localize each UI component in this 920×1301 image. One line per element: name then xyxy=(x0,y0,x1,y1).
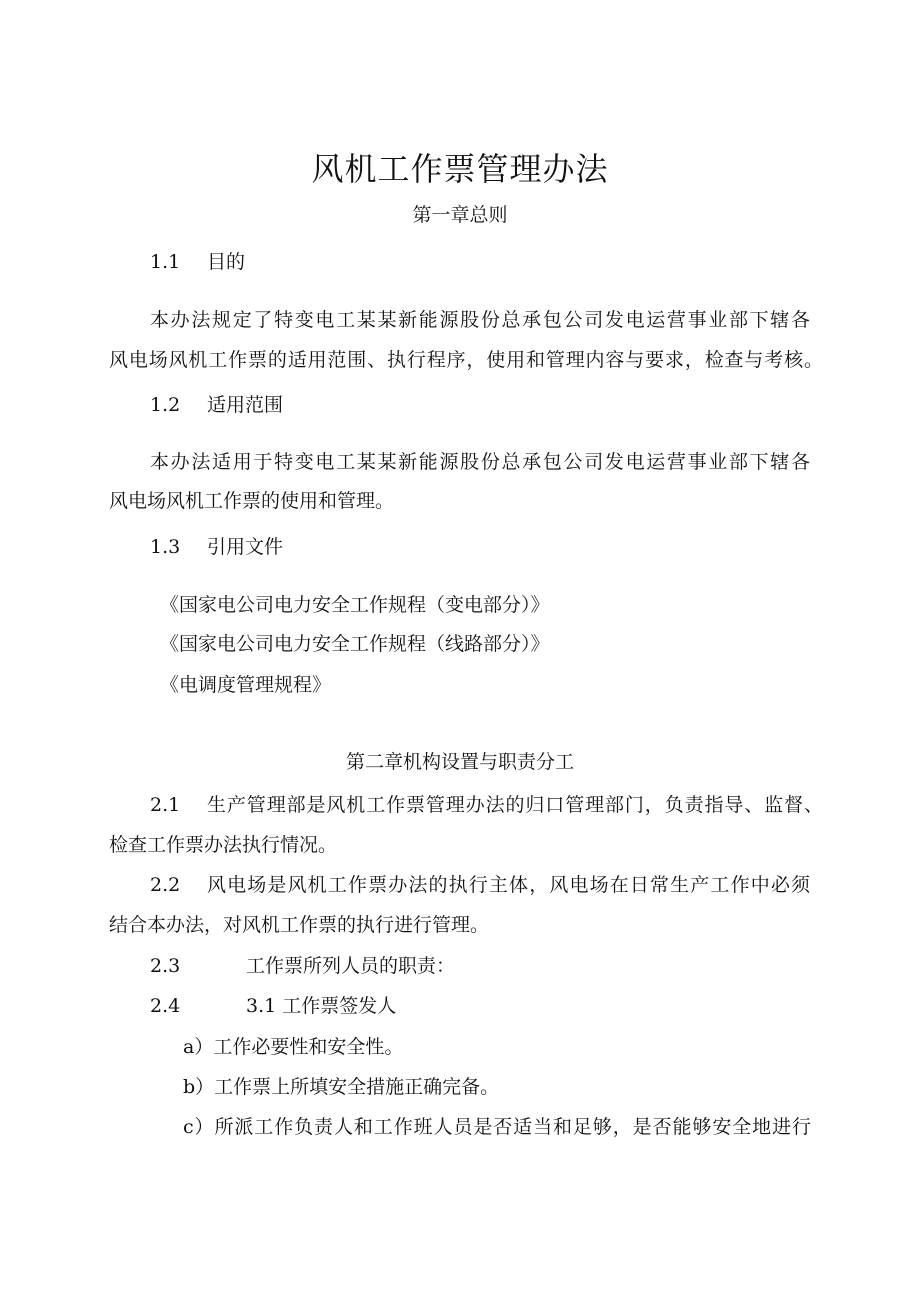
list-item-b: b）工作票上所填安全措施正确完备。 xyxy=(183,1076,500,1098)
paragraph-1-line-2: 风电场风机工作票的适用范围、执行程序，使用和管理内容与要求，检查与考核。 xyxy=(109,349,823,371)
section-2-3 xyxy=(150,954,456,978)
section-text: 工作票所列人员的职责： xyxy=(246,955,456,977)
section-label: 适用范围 xyxy=(207,394,284,416)
section-number: 2.4 xyxy=(150,995,181,1017)
section-text: 风电场是风机工作票办法的执行主体，风电场在日常生产工作中必须 xyxy=(207,874,810,896)
document-title: 风机工作票管理办法 xyxy=(311,150,609,188)
section-number: 1.3 xyxy=(150,536,181,558)
section-1-1 xyxy=(150,250,246,274)
section-label: 目的 xyxy=(207,251,246,273)
section-number: 2.3 xyxy=(150,955,181,977)
list-item-a: a）工作必要性和安全性。 xyxy=(183,1036,404,1058)
paragraph-2-line-2: 风电场风机工作票的使用和管理。 xyxy=(109,490,395,512)
section-2-1-line-2: 检查工作票办法执行情况。 xyxy=(109,834,338,856)
section-label: 引用文件 xyxy=(207,536,284,558)
paragraph-2-line-1: 本办法适用于特变电工某某新能源股份总承包公司发电运营事业部下辖各 xyxy=(150,451,810,473)
section-number: 2.1 xyxy=(150,794,181,816)
section-2-1-line-1 xyxy=(150,793,823,817)
section-2-2-line-1 xyxy=(150,873,810,897)
section-number: 1.1 xyxy=(150,251,181,273)
chapter-2-heading: 第二章机构设置与职责分工 xyxy=(345,751,574,773)
section-1-3 xyxy=(150,535,284,559)
list-item-c: c）所派工作负责人和工作班人员是否适当和足够，是否能够安全地进行 xyxy=(183,1116,811,1138)
paragraph-1-line-1: 本办法规定了特变电工某某新能源股份总承包公司发电运营事业部下辖各 xyxy=(150,309,810,331)
section-2-4 xyxy=(150,994,397,1018)
section-text: 生产管理部是风机工作票管理办法的归口管理部门，负责指导、监督、 xyxy=(207,794,823,816)
section-number: 2.2 xyxy=(150,874,181,896)
section-text: 3.1 工作票签发人 xyxy=(246,995,397,1017)
section-2-2-line-2: 结合本办法，对风机工作票的执行进行管理。 xyxy=(109,914,490,936)
reference-3: 《电调度管理规程》 xyxy=(160,674,332,696)
section-1-2 xyxy=(150,393,284,417)
reference-2: 《国家电公司电力安全工作规程（线路部分）》 xyxy=(160,633,550,655)
chapter-1-heading: 第一章总则 xyxy=(412,204,508,226)
section-number: 1.2 xyxy=(150,394,181,416)
reference-1: 《国家电公司电力安全工作规程（变电部分）》 xyxy=(160,594,550,616)
